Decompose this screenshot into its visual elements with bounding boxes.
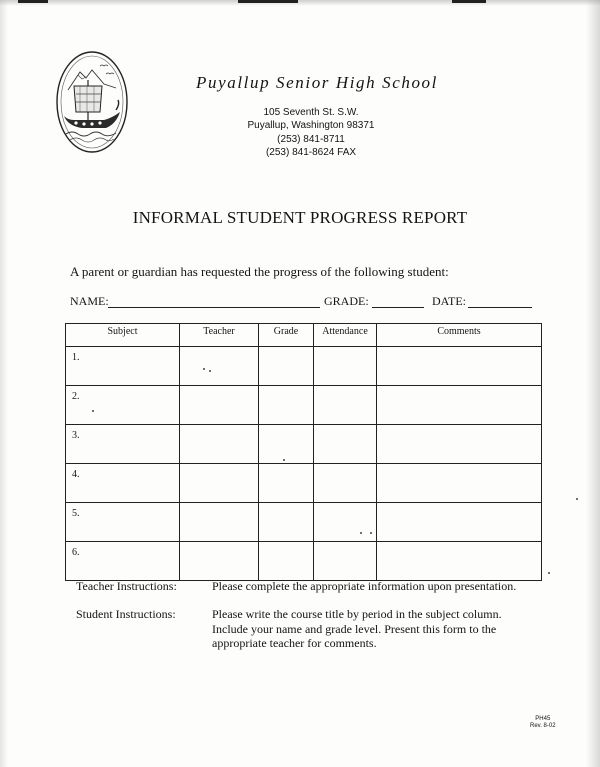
teacher-instructions-label: Teacher Instructions:: [76, 579, 177, 593]
table-row: [66, 386, 542, 425]
date-field[interactable]: [468, 307, 532, 308]
attendance-cell[interactable]: [314, 464, 377, 503]
attendance-cell[interactable]: [314, 386, 377, 425]
date-label: DATE:: [432, 294, 466, 308]
attendance-cell[interactable]: [314, 425, 377, 464]
scan-mark: [452, 0, 486, 3]
grade-cell[interactable]: [259, 542, 314, 581]
table-row: [66, 425, 542, 464]
form-number: PH45: [535, 716, 551, 722]
subject-cell[interactable]: 6.: [66, 542, 180, 581]
teacher-instructions-text: Please complete the appropriate information upon presentation.: [212, 579, 517, 593]
grade-cell[interactable]: [259, 347, 314, 386]
address-fax: (253) 841-8624 FAX: [265, 147, 357, 159]
address-phone: (253) 841-8711: [277, 133, 345, 145]
subject-cell[interactable]: 5.: [66, 503, 180, 542]
student-instructions-line: Please write the course title by period in the subject column.: [212, 607, 502, 621]
address-street: 105 Seventh St. S.W.: [263, 107, 359, 118]
grade-field[interactable]: [372, 307, 424, 308]
comments-cell[interactable]: [377, 347, 542, 386]
teacher-cell[interactable]: [180, 425, 259, 464]
comments-cell[interactable]: [377, 425, 542, 464]
grade-cell[interactable]: [259, 386, 314, 425]
header-comments: Comments: [377, 324, 542, 347]
scan-mark: [18, 0, 48, 3]
document-title: INFORMAL STUDENT PROGRESS REPORT: [132, 208, 468, 227]
progress-table: [65, 323, 542, 581]
school-seal-logo: [54, 50, 130, 154]
teacher-cell[interactable]: [180, 347, 259, 386]
table-row: [66, 503, 542, 542]
address-city: Puyallup, Washington 98371: [247, 120, 375, 132]
subject-cell[interactable]: 2.: [66, 386, 180, 425]
comments-cell[interactable]: [377, 464, 542, 503]
teacher-cell[interactable]: [180, 503, 259, 542]
student-instructions-text: [212, 607, 542, 651]
table-header-row: [66, 324, 542, 347]
grade-label: GRADE:: [324, 294, 369, 308]
header-attendance: Attendance: [314, 324, 377, 347]
name-label: NAME:: [70, 294, 109, 308]
scan-mark: [238, 0, 298, 3]
scan-shadow-left: [0, 0, 8, 767]
table-row: [66, 542, 542, 581]
subject-cell[interactable]: 1.: [66, 347, 180, 386]
name-field[interactable]: [108, 307, 320, 308]
attendance-cell[interactable]: [314, 542, 377, 581]
comments-cell[interactable]: [377, 542, 542, 581]
scan-shadow-right: [586, 0, 600, 767]
teacher-cell[interactable]: [180, 386, 259, 425]
table-row: [66, 464, 542, 503]
student-instructions-label: Student Instructions:: [76, 607, 176, 621]
comments-cell[interactable]: [377, 386, 542, 425]
header-grade: Grade: [259, 324, 314, 347]
header-subject: Subject: [66, 324, 180, 347]
school-name: Puyallup Senior High School: [196, 73, 438, 92]
scan-shadow-top: [0, 0, 600, 6]
subject-cell[interactable]: 4.: [66, 464, 180, 503]
school-address: [226, 106, 396, 160]
grade-cell[interactable]: [259, 464, 314, 503]
table-row: [66, 347, 542, 386]
scan-speck: [576, 498, 578, 500]
grade-cell[interactable]: [259, 425, 314, 464]
subject-cell[interactable]: 3.: [66, 425, 180, 464]
form-code: [530, 716, 556, 730]
student-instructions-line: Include your name and grade level. Present this form to the: [212, 621, 497, 636]
attendance-cell[interactable]: [314, 503, 377, 542]
student-instructions-line: appropriate teacher for comments.: [212, 636, 377, 650]
header-teacher: Teacher: [180, 324, 259, 347]
teacher-cell[interactable]: [180, 464, 259, 503]
teacher-cell[interactable]: [180, 542, 259, 581]
intro-text: A parent or guardian has requested the progress of the following student:: [70, 264, 449, 279]
scan-speck: [548, 572, 550, 574]
attendance-cell[interactable]: [314, 347, 377, 386]
comments-cell[interactable]: [377, 503, 542, 542]
form-revision: Rev. 8-02: [530, 723, 556, 729]
grade-cell[interactable]: [259, 503, 314, 542]
